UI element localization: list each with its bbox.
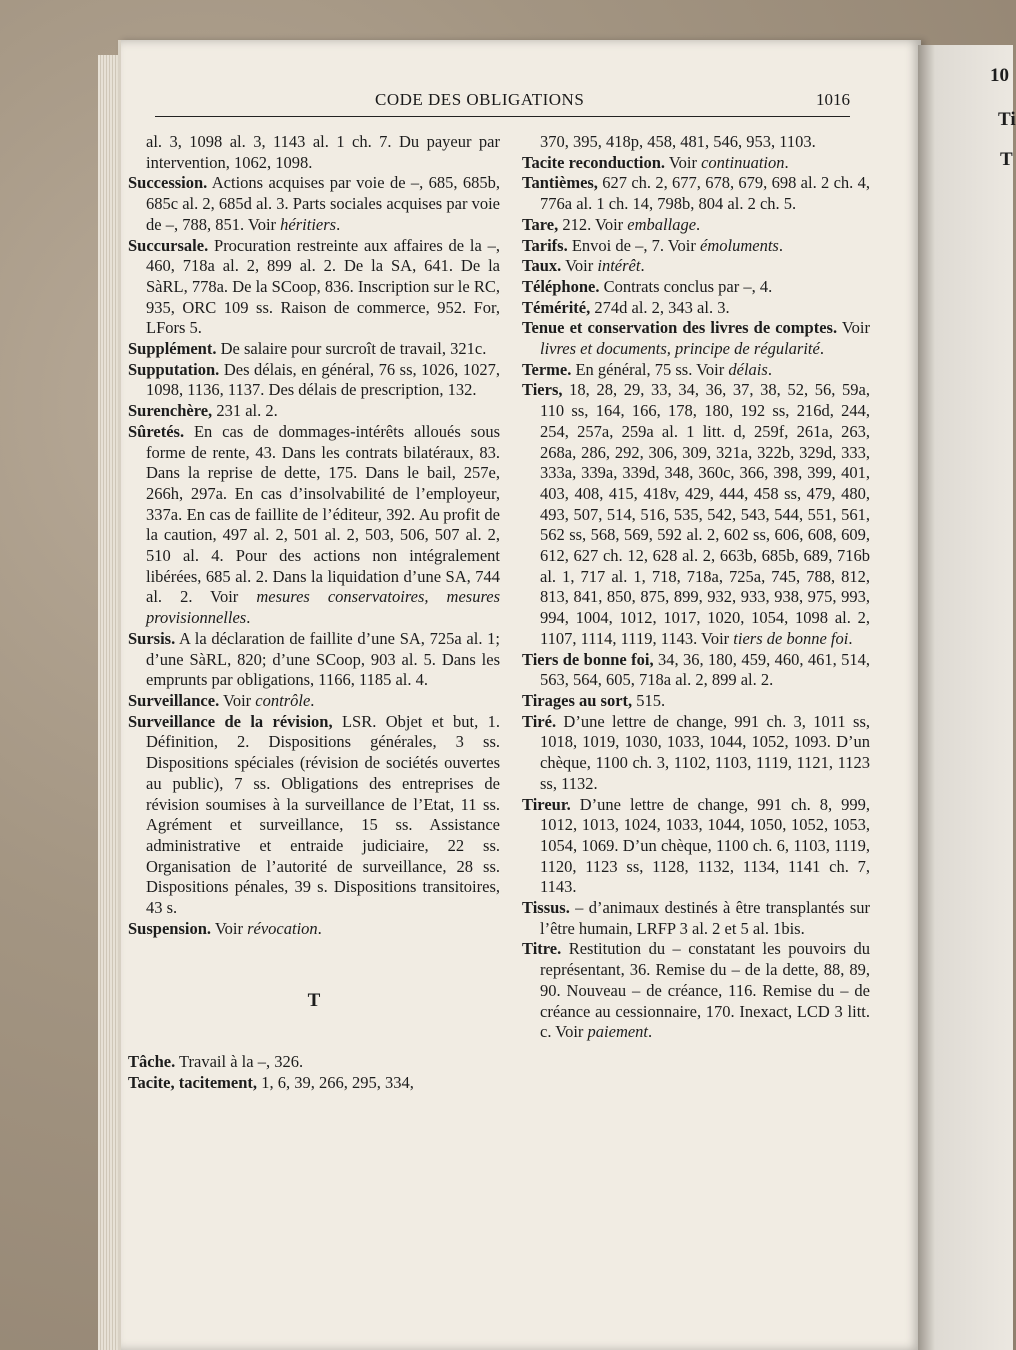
entry-text: Voir <box>211 918 248 938</box>
index-entry <box>128 236 500 340</box>
index-entry <box>128 629 500 691</box>
page-edges <box>98 55 120 1350</box>
entry-text: al. 3, 1098 al. 3, 1143 al. 1 ch. 7. Du payeur par intervention, 1062, 1098. <box>146 132 500 172</box>
entry-text: De salaire pour surcroît de travail, 321c. <box>216 339 487 359</box>
index-entry <box>522 277 870 298</box>
entry-headword: Tâche. <box>128 1052 176 1072</box>
page-header <box>155 88 850 117</box>
entry-headword: Terme. <box>522 359 572 379</box>
index-entry <box>128 1052 500 1073</box>
entry-text: 515. <box>632 690 666 710</box>
entry-headword: Succession. <box>128 173 208 193</box>
entry-text: 1, 6, 39, 266, 295, 334, <box>257 1072 414 1092</box>
index-entry <box>128 401 500 422</box>
entry-tail: . <box>696 214 701 234</box>
entry-headword: Tissus. <box>522 898 570 918</box>
index-entry <box>522 236 870 257</box>
entry-cross-reference: révocation <box>247 918 318 938</box>
entry-headword: Supputation. <box>128 359 220 379</box>
entry-tail: . <box>848 628 853 648</box>
entry-text: Voir <box>219 690 256 710</box>
entry-headword: Tacite, tacitement, <box>128 1072 258 1092</box>
entry-cross-reference: mesures conservatoires, mesures provisionnelles <box>146 587 500 628</box>
index-entry <box>522 898 870 939</box>
entry-cross-reference: émoluments <box>700 235 779 255</box>
entry-headword: Succursale. <box>128 235 209 255</box>
entry-text: LSR. Objet et but, 1. Définition, 2. Dispositions générales, 3 ss. Dispositions spéciales (révision de sociétés ouvertes au public), 7 ss. Obligations des entreprises de révision soumises à la surveillance de l’Etat, 11 ss. Agrément et surveillance, 15 ss. Assistance administrative et entraide judiciaire, 22 ss. Organisation de l’autorité de surveillance, 28 ss. Dispositions pénales, 39 s. Dispositions transitoires, 43 s. <box>146 711 500 918</box>
entry-text: 370, 395, 418p, 458, 481, 546, 953, 1103. <box>540 132 816 151</box>
entry-cross-reference: intérêt <box>597 256 641 276</box>
entry-text: Travail à la –, 326. <box>175 1052 304 1072</box>
entry-tail: . <box>767 359 772 379</box>
index-entry <box>522 215 870 236</box>
entry-text: Contrats conclus par –, 4. <box>599 276 773 296</box>
entry-tail: . <box>819 339 824 359</box>
index-entry <box>522 256 870 277</box>
entry-text: A la déclaration de faillite d’une SA, 725a al. 1; d’une SàRL, 820; d’une SCoop, 903 al. 5. Dans les emprunts par obligations, 1166, 1185 al. 4. <box>146 628 500 690</box>
left-column <box>128 132 500 1094</box>
index-entry <box>128 712 500 919</box>
index-entry <box>522 939 870 1043</box>
index-entry <box>522 360 870 381</box>
entry-tail: . <box>310 690 315 710</box>
next-page-fragment: 10 <box>990 65 1009 86</box>
entry-text: D’une lettre de change, 991 ch. 8, 999, 1012, 1013, 1024, 1033, 1044, 1050, 1052, 1053, 1054, 1069. D’un chèque, 1100 ch. 6, 1103, 1119, 1120, 1123 ss, 1128, 1132, 1134, 1141 ch. 7, 1143. <box>540 794 870 897</box>
entry-cross-reference: tiers de bonne foi <box>733 628 849 648</box>
entry-text: Restitution du – constatant les pouvoirs du représentant, 36. Remise du – de la dette, 88, 89, 90. Nouveau – de créance, 116. Remise du – de créance au cessionnaire, 170. Inexact, LCD 3 litt. c. Voir <box>540 939 870 1042</box>
entry-text: Envoi de –, 7. Voir <box>567 235 701 255</box>
page-number: 1016 <box>816 90 850 109</box>
entry-headword: Tirages au sort, <box>522 690 633 710</box>
index-entry <box>128 691 500 712</box>
entry-headword: Surenchère, <box>128 401 213 421</box>
next-page-edge <box>918 45 1016 1350</box>
entry-text: Procuration restreinte aux affaires de la –, 460, 718a al. 2, 899 al. 2. De la SA, 641. De la SàRL, 778a. De la SCoop, 836. Inscription sur le RC, 935, ORC 109 ss. Raison de commerce, 952. For, LFors 5. <box>146 235 500 338</box>
entry-headword: Taux. <box>522 256 562 276</box>
index-entry <box>128 1073 500 1094</box>
index-entry <box>128 339 500 360</box>
section-letter: T <box>307 990 321 1012</box>
entry-text: 627 ch. 2, 677, 678, 679, 698 al. 2 ch. 4, 776a al. 1 ch. 14, 798b, 804 al. 2 ch. 5. <box>540 173 870 214</box>
entry-tail: . <box>784 152 789 172</box>
entry-text: – d’animaux destinés à être transplantés sur l’être humain, LRFP 3 al. 2 et 5 al. 1bis. <box>540 898 870 938</box>
entry-headword: Suspension. <box>128 918 212 938</box>
entry-headword: Tacite reconduction. <box>522 152 665 172</box>
right-column <box>522 132 870 1043</box>
entry-text: 231 al. 2. <box>212 401 278 421</box>
index-entry <box>522 691 870 712</box>
entry-text: D’une lettre de change, 991 ch. 3, 1011 ss, 1018, 1019, 1030, 1033, 1044, 1052, 1093. D’un chèque, 1100 ch. 3, 1102, 1103, 1119, 1121, 1123 ss, 1132. <box>540 711 870 793</box>
entry-tail: . <box>778 235 783 255</box>
entry-tail: . <box>317 918 322 938</box>
entry-text: Des délais, en général, 76 ss, 1026, 1027, 1098, 1136, 1137. Des délais de prescription, 132. <box>146 359 500 400</box>
entry-text: Actions acquises par voie de –, 685, 685b, 685c al. 2, 685d al. 3. Parts sociales acquises par voie de –, 788, 851. Voir <box>146 173 500 234</box>
entry-headword: Supplément. <box>128 339 217 359</box>
index-entry <box>128 422 500 629</box>
entry-cross-reference: héritiers <box>280 214 337 234</box>
next-page-fragment: T <box>1000 149 1013 170</box>
entry-cross-reference: délais <box>728 359 768 379</box>
index-entry <box>522 795 870 899</box>
index-entry <box>128 360 500 401</box>
entry-headword: Tantièmes, <box>522 173 598 193</box>
entry-text: Voir <box>561 256 598 276</box>
index-entry <box>522 650 870 691</box>
index-entry <box>522 153 870 174</box>
index-entry <box>128 132 500 173</box>
entry-cross-reference: continuation <box>701 152 785 172</box>
entry-headword: Sûretés. <box>128 421 185 441</box>
entry-headword: Tarifs. <box>522 235 568 255</box>
next-page-fragment: Ti <box>998 109 1016 130</box>
entry-headword: Tiers de bonne foi, <box>522 649 654 669</box>
entry-cross-reference: emballage <box>627 214 697 234</box>
index-entry <box>522 380 870 649</box>
entry-cross-reference: paiement <box>587 1022 649 1042</box>
entry-text: 34, 36, 180, 459, 460, 461, 514, 563, 564, 605, 718a al. 2, 899 al. 2. <box>540 649 871 690</box>
entry-text: 212. Voir <box>558 214 628 234</box>
index-entry <box>522 132 870 153</box>
entry-headword: Tiers, <box>522 380 563 400</box>
entry-headword: Sursis. <box>128 628 176 648</box>
entry-headword: Tare, <box>522 214 559 234</box>
entry-headword: Tenue et conservation des livres de comptes. <box>522 318 838 338</box>
index-entry <box>128 173 500 235</box>
entry-cross-reference: livres et documents, principe de régularité <box>540 339 820 359</box>
index-entry <box>522 298 870 319</box>
entry-headword: Téléphone. <box>522 276 600 296</box>
entry-headword: Témérité, <box>522 297 591 317</box>
entry-text: En cas de dommages-intérêts alloués sous forme de rente, 43. Dans les contrats bilatéraux, 83. Dans la reprise de dette, 175. Dans le bail, 257e, 266h, 297a. En cas d’insolvabilité de l’employeur, 337a. En cas de faillite de l’éditeur, 392. Au profit de la caution, 497 al. 2, 501 al. 2, 503, 506, 507 al. 2, 510 al. 4. Pour des actions non intégralement libérées, 685 al. 2. Dans la liquidation d’une SA, 744 al. 2. Voir <box>146 421 500 607</box>
entry-text: Voir <box>837 318 870 338</box>
entry-tail: . <box>640 256 645 276</box>
index-entry <box>522 712 870 795</box>
running-title: CODE DES OBLIGATIONS <box>375 90 585 109</box>
index-entry <box>128 919 500 940</box>
entry-headword: Titre. <box>522 939 562 959</box>
entry-headword: Surveillance. <box>128 690 220 710</box>
entry-headword: Tireur. <box>522 794 571 814</box>
entry-headword: Tiré. <box>522 711 557 731</box>
entry-tail: . <box>336 214 341 234</box>
entry-cross-reference: contrôle <box>255 690 311 710</box>
index-entry <box>522 318 870 359</box>
index-entry <box>522 173 870 214</box>
entry-text: Voir <box>665 152 702 172</box>
entry-headword: Surveillance de la révision, <box>128 711 333 731</box>
entry-text: En général, 75 ss. Voir <box>571 359 729 379</box>
entry-text: 18, 28, 29, 33, 34, 36, 37, 38, 52, 56, 59a, 110 ss, 164, 166, 178, 180, 192 ss, 216d, 244, 254, 257a, 259a al. 1 litt. d, 259f, 261a, 263, 268a, 286, 292, 306, 309, 321a, 322b, 329d, 333, 333a, 339a, 339d, 348, 360c, 366, 398, 399, 401, 403, 408, 415, 418v, 429, 444, 458 ss, 479, 480, 493, 507, 514, 516, 535, 542, 543, 544, 551, 561, 562 ss, 568, 569, 592 al. 2, 602 ss, 606, 608, 609, 612, 627 ch. 12, 628 al. 2, 663b, 685b, 689, 716b al. 1, 717 al. 1, 718, 718a, 725a, 745, 788, 812, 813, 841, 850, 875, 899, 932, 933, 938, 975, 993, 994, 1004, 1012, 1017, 1020, 1054, 1098 al. 2, 1107, 1114, 1119, 1143. Voir <box>540 380 870 648</box>
entry-text: 274d al. 2, 343 al. 3. <box>590 297 730 317</box>
entry-tail: . <box>648 1022 653 1042</box>
entry-tail: . <box>246 608 251 628</box>
